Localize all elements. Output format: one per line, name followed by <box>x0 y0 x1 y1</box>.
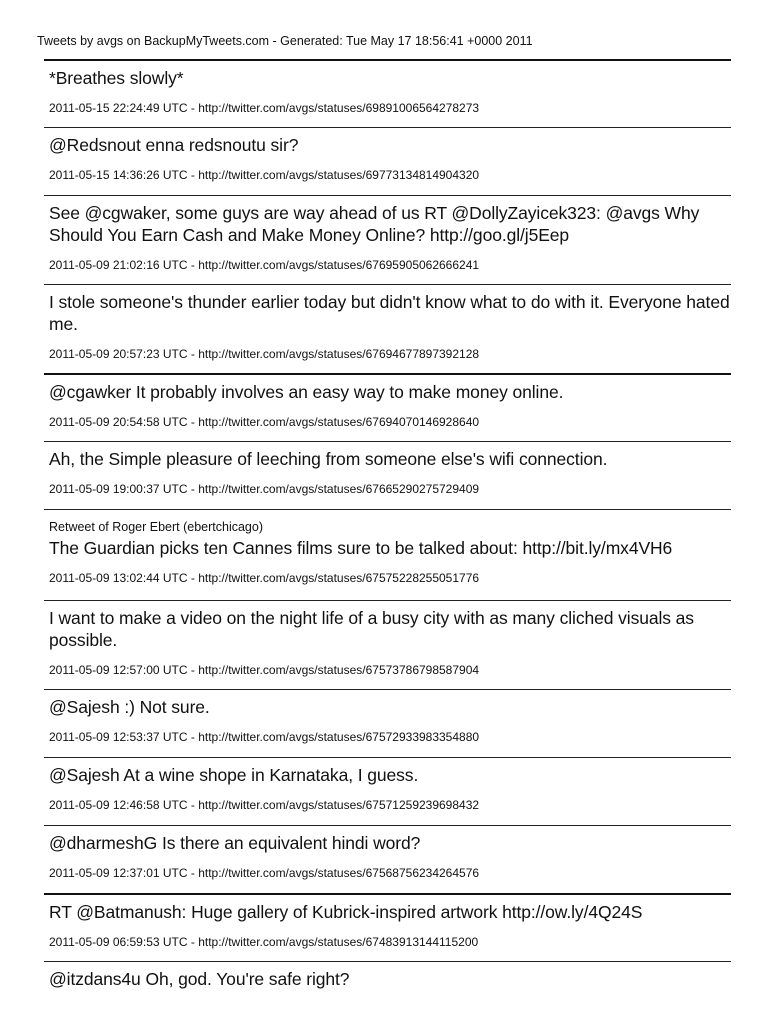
tweet-meta[interactable]: 2011-05-09 20:54:58 UTC - http://twitter.com/avgs/statuses/67694070146928640 <box>49 415 480 429</box>
tweet-meta[interactable]: 2011-05-09 12:46:58 UTC - http://twitter.com/avgs/statuses/67571259239698432 <box>49 798 480 812</box>
tweet-text: RT @Batmanush: Huge gallery of Kubrick-inspired artwork http://ow.ly/4Q24S <box>49 902 643 922</box>
tweet-text: Ah, the Simple pleasure of leeching from someone else's wifi connection. <box>49 449 608 469</box>
tweet-item <box>44 373 731 441</box>
tweet-item <box>44 509 731 600</box>
tweet-item <box>44 961 731 1021</box>
tweet-item <box>44 893 731 961</box>
tweet-item <box>44 127 731 195</box>
tweet-meta[interactable]: 2011-05-09 06:59:53 UTC - http://twitter.com/avgs/statuses/67483913144115200 <box>49 935 479 949</box>
tweet-text: @Sajesh :) Not sure. <box>49 697 210 717</box>
tweet-item <box>44 441 731 509</box>
tweet-text: I want to make a video on the night life of a busy city with as many cliched visuals as possible. <box>49 608 694 650</box>
tweet-item <box>44 689 731 757</box>
tweet-meta[interactable]: 2011-05-09 13:02:44 UTC - http://twitter.com/avgs/statuses/67575228255051776 <box>49 571 480 585</box>
tweet-item <box>44 59 731 127</box>
tweet-meta[interactable]: 2011-05-09 12:37:01 UTC - http://twitter.com/avgs/statuses/67568756234264576 <box>49 866 480 880</box>
tweet-text: @Sajesh At a wine shope in Karnataka, I guess. <box>49 765 419 785</box>
tweet-meta[interactable]: 2011-05-09 19:00:37 UTC - http://twitter.com/avgs/statuses/67665290275729409 <box>49 482 480 496</box>
tweet-list <box>44 59 731 1021</box>
tweet-text: @dharmeshG Is there an equivalent hindi word? <box>49 833 421 853</box>
tweet-meta[interactable]: 2011-05-09 20:57:23 UTC - http://twitter.com/avgs/statuses/67694677897392128 <box>49 347 480 361</box>
tweet-text: The Guardian picks ten Cannes films sure to be talked about: http://bit.ly/mx4VH6 <box>49 538 673 558</box>
tweet-item <box>44 825 731 893</box>
tweet-meta[interactable]: 2011-05-09 12:57:00 UTC - http://twitter.com/avgs/statuses/67573786798587904 <box>49 663 480 677</box>
tweet-text: I stole someone's thunder earlier today but didn't know what to do with it. Everyone hated me. <box>49 292 730 334</box>
tweet-text: *Breathes slowly* <box>49 68 184 88</box>
tweet-meta[interactable]: 2011-05-09 12:53:37 UTC - http://twitter.com/avgs/statuses/67572933983354880 <box>49 730 480 744</box>
page-header: Tweets by avgs on BackupMyTweets.com - Generated: Tue May 17 18:56:41 +0000 2011 <box>37 34 533 48</box>
tweet-meta[interactable]: 2011-05-15 22:24:49 UTC - http://twitter.com/avgs/statuses/69891006564278273 <box>49 101 480 115</box>
tweet-meta[interactable]: 2011-05-15 14:36:26 UTC - http://twitter.com/avgs/statuses/69773134814904320 <box>49 168 480 182</box>
retweet-note: Retweet of Roger Ebert (ebertchicago) <box>49 520 263 534</box>
tweet-text: @itzdans4u Oh, god. You're safe right? <box>49 969 350 989</box>
tweet-item <box>44 757 731 825</box>
tweet-meta[interactable]: 2011-05-09 21:02:16 UTC - http://twitter.com/avgs/statuses/67695905062666241 <box>49 258 480 272</box>
tweet-item <box>44 284 731 373</box>
tweet-item <box>44 600 731 689</box>
tweet-text: @cgawker It probably involves an easy way to make money online. <box>49 382 564 402</box>
tweet-text: See @cgwaker, some guys are way ahead of us RT @DollyZayicek323: @avgs Why Should You Earn Cash and Make Money Online? http://goo.gl/j5Eep <box>49 203 700 245</box>
tweet-item <box>44 195 731 284</box>
tweet-text: @Redsnout enna redsnoutu sir? <box>49 135 299 155</box>
